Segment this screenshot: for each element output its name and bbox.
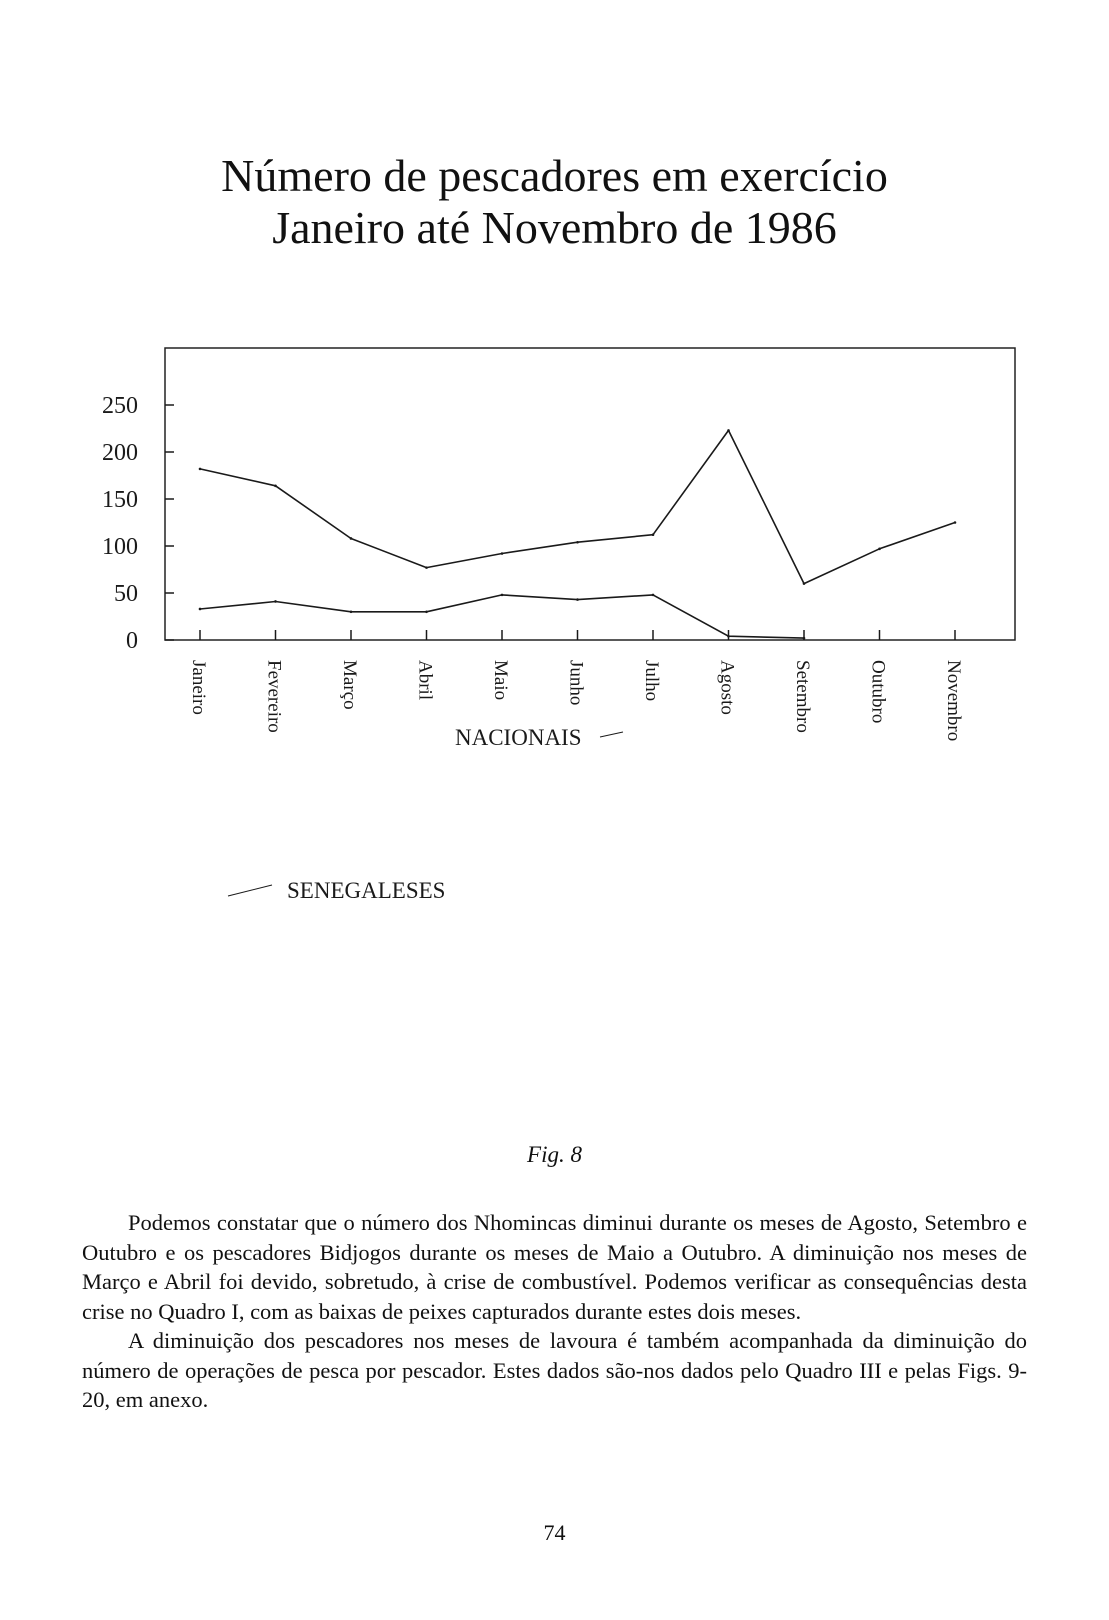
plot-frame — [165, 348, 1015, 640]
data-point — [501, 552, 504, 555]
x-tick-label: Janeiro — [188, 660, 209, 715]
data-point — [803, 637, 806, 640]
data-point — [425, 611, 428, 614]
x-tick-label: Setembro — [792, 660, 813, 733]
data-point — [652, 594, 655, 597]
y-axis — [102, 393, 174, 654]
x-tick-label: Fevereiro — [263, 660, 285, 733]
data-point — [727, 635, 730, 638]
leader-line — [228, 885, 272, 896]
page-number: 74 — [543, 1520, 566, 1545]
body-text — [82, 1208, 1027, 1415]
data-point — [199, 468, 202, 471]
data-point — [425, 566, 428, 569]
x-tick-label: Novembro — [943, 660, 964, 742]
x-tick-label: Março — [339, 660, 360, 710]
data-point — [199, 608, 202, 611]
data-point — [727, 429, 730, 432]
y-tick-label: 100 — [102, 534, 138, 560]
y-tick-label: 200 — [102, 440, 138, 466]
series-line-nacionais — [200, 430, 955, 583]
data-point — [954, 521, 957, 524]
x-tick-label: Julho — [641, 660, 662, 702]
data-point — [576, 541, 579, 544]
x-tick-label: Agosto — [716, 660, 738, 715]
data-point — [576, 598, 579, 601]
title-line-2: Janeiro até Novembro de 1986 — [272, 202, 837, 253]
figure-caption: Fig. 8 — [527, 1142, 582, 1167]
x-tick-label: Junho — [565, 660, 587, 706]
series-label-senegaleses: SENEGALESES — [287, 878, 446, 903]
leader-line — [600, 732, 623, 737]
data-point — [274, 485, 277, 488]
paragraph-1: Podemos constatar que o número dos Nhomincas diminui durante os meses de Agosto, Setembro e Outubro e os pescadores Bidjogos durante os meses de Maio a Outubro. A diminuição nos meses de Março e Abril foi devido, sobretudo, à crise de combustível. Podemos verificar as consequências desta crise no Quadro I, com as baixas de peixes capturados durante estes dois meses. — [82, 1210, 1027, 1324]
data-point — [501, 594, 504, 597]
data-point — [350, 611, 353, 614]
paragraph-2: A diminuição dos pescadores nos meses de lavoura é também acompanhada da diminuição do número de operações de pesca por pescador. Estes dados são-nos dados pelo Quadro III e pelas Figs. 9-20, em anexo. — [82, 1328, 1027, 1412]
x-tick-label: Outubro — [867, 660, 889, 724]
x-tick-label: Abril — [414, 660, 436, 701]
y-tick-label: 250 — [102, 393, 138, 419]
y-tick-label: 50 — [114, 581, 138, 607]
y-tick-label: 0 — [126, 628, 138, 654]
title-line-1: Número de pescadores em exercício — [221, 150, 888, 201]
data-point — [878, 548, 881, 551]
y-tick-label: 150 — [102, 487, 138, 513]
data-point — [652, 533, 655, 536]
data-point — [803, 582, 806, 585]
data-point — [350, 537, 353, 540]
x-tick-label: Maio — [490, 660, 511, 701]
data-point — [274, 600, 277, 603]
series-label-nacionais: NACIONAIS — [455, 725, 582, 750]
